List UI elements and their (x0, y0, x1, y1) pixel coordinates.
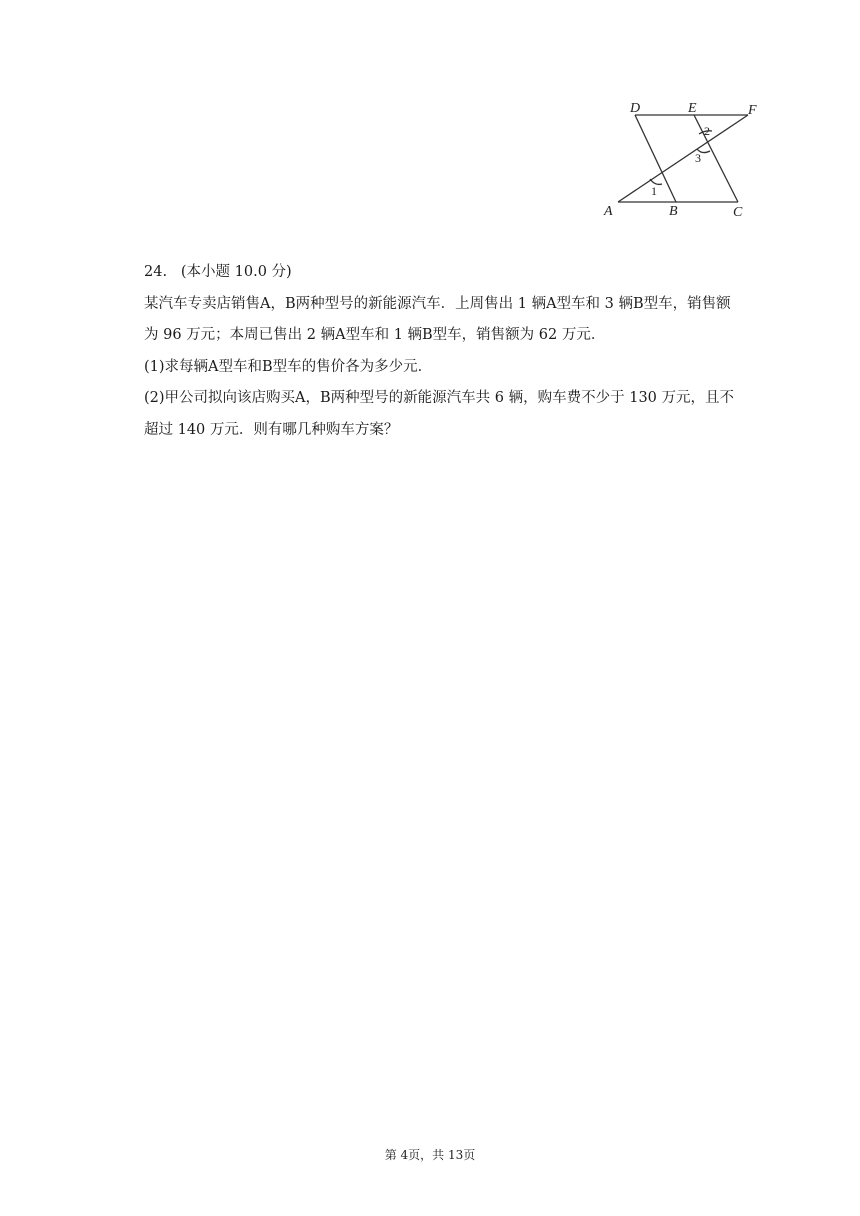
question-part-1: (1)求每辆A型车和B型车的售价各为多少元． (144, 358, 433, 375)
question-part-2: (2)甲公司拟向该店购买A，B两种型号的新能源汽车共 6 辆，购车费不少于 130 万元，且不 (144, 390, 735, 406)
point-label-E: E (688, 101, 697, 116)
angle-label-1: 1 (651, 184, 657, 198)
question-24 (144, 257, 756, 446)
question-header (144, 257, 756, 289)
question-text-line: 为 96 万元；本周已售出 2 辆A型车和 1 辆B型车，销售额为 62 万元． (144, 327, 606, 343)
geometry-figure (598, 96, 768, 224)
angle-label-2: 2 (704, 124, 710, 138)
question-score: (本小题 10.0 分) (180, 264, 292, 280)
point-label-C: C (733, 205, 743, 220)
question-number: 24. (144, 264, 168, 280)
page-footer: 第 4页，共 13页 (384, 1148, 476, 1162)
point-label-D: D (630, 101, 641, 116)
point-label-F: F (748, 103, 757, 118)
point-label-A: A (604, 204, 613, 219)
point-label-B: B (669, 204, 678, 219)
angle-label-3: 3 (695, 151, 701, 165)
question-part-2-cont: 超过 140 万元．则有哪几种购车方案？ (144, 421, 399, 438)
parallelogram-diagram (598, 96, 768, 224)
question-text-line: 某汽车专卖店销售A，B两种型号的新能源汽车．上周售出 1 辆A型车和 3 辆B型车，销售额 (144, 295, 731, 312)
segment-AF (618, 115, 748, 202)
